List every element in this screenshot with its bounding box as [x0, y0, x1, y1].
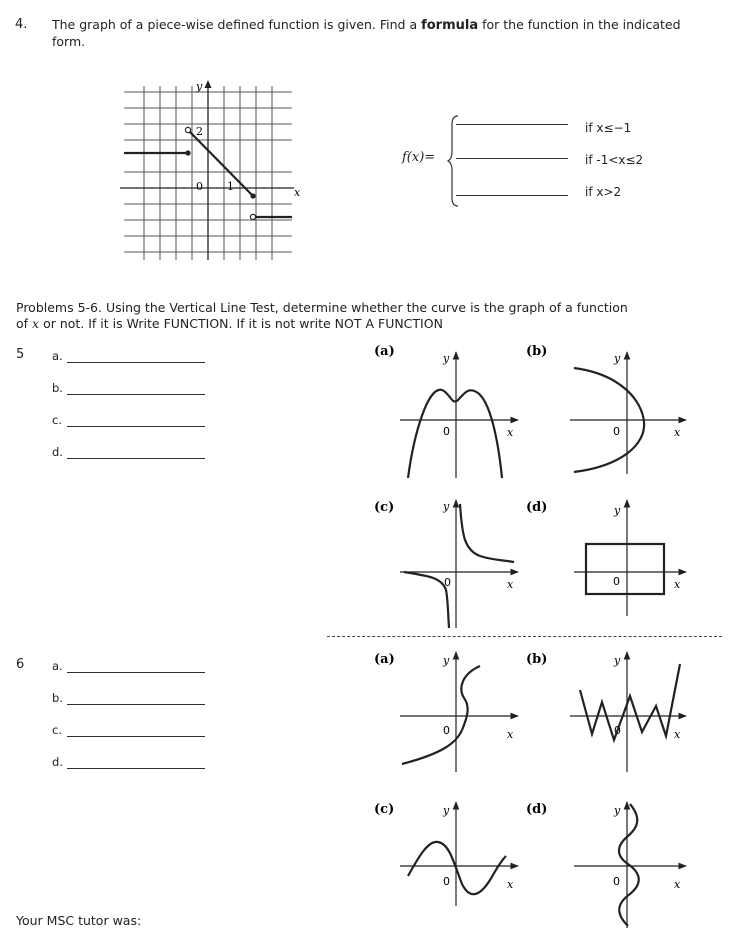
answer-blank[interactable] — [67, 725, 205, 737]
problem-5-answer-b — [52, 381, 205, 395]
answer-label: b. — [52, 381, 63, 395]
problem-5-number: 5 — [16, 347, 25, 362]
answer-blank[interactable] — [67, 447, 205, 459]
graph-label: (c) — [374, 500, 395, 515]
y-label: y — [614, 504, 621, 517]
y-label: y — [614, 654, 621, 667]
graph-5b — [526, 344, 686, 474]
origin: 0 — [614, 724, 621, 737]
graph-label: (c) — [374, 802, 395, 817]
y-arrow — [205, 80, 212, 88]
x-label: x — [674, 878, 681, 891]
tick-2-label: 2 — [196, 125, 203, 138]
x-label: x — [507, 728, 514, 741]
open-dot-bottom — [250, 214, 255, 219]
answer-label: d. — [52, 445, 63, 459]
origin: 0 — [613, 425, 620, 438]
formula-condition-3: if x>2 — [585, 185, 622, 199]
answer-label: c. — [52, 723, 62, 737]
problem-4-text-before: The graph of a piece-wise defined function is given. Find a — [52, 17, 422, 32]
curve — [408, 842, 506, 894]
y-label: y — [443, 804, 450, 817]
problem-4-text-bold: formula — [421, 18, 479, 33]
x-label: x — [674, 578, 681, 591]
graph-6c — [374, 802, 518, 906]
tutor-label: Your MSC tutor was: — [16, 913, 142, 928]
y-label: y — [443, 352, 450, 365]
curve — [408, 390, 502, 478]
formula-blank-3[interactable] — [456, 195, 568, 196]
answer-label: d. — [52, 755, 63, 769]
x-label: x — [507, 578, 514, 591]
x-axis-label: x — [294, 186, 301, 199]
problem-6-answer-d — [52, 755, 205, 769]
graph-5a — [374, 344, 518, 478]
graph-6b — [526, 652, 686, 772]
y-label: y — [443, 654, 450, 667]
closed-dot-left — [185, 150, 190, 155]
closed-dot-right — [250, 193, 255, 198]
instruction-x: x — [32, 316, 40, 331]
problem-6-answer-c — [52, 723, 205, 737]
problem-6-answer-a — [52, 659, 205, 673]
graph-label: (a) — [374, 344, 395, 359]
problem-6-graphs — [330, 644, 730, 928]
answer-label: a. — [52, 659, 63, 673]
graph-6a — [374, 652, 518, 772]
answer-label: b. — [52, 691, 63, 705]
piecewise-graph — [118, 78, 301, 263]
answer-blank[interactable] — [67, 693, 205, 705]
x-label: x — [674, 426, 681, 439]
open-dot-top — [185, 127, 190, 132]
instruction-line-2: or not. If it is Write FUNCTION. If it is not write NOT A FUNCTION — [39, 316, 443, 331]
problem-5-answer-a — [52, 349, 205, 363]
y-label: y — [614, 352, 621, 365]
problem-4-text — [52, 17, 712, 50]
answer-label: c. — [52, 413, 62, 427]
curve — [580, 664, 680, 740]
formula-brace — [446, 114, 460, 208]
curve-left — [404, 572, 449, 628]
x-label: x — [507, 878, 514, 891]
instruction-line-1: Problems 5-6. Using the Vertical Line Test, determine whether the curve is the graph of a function — [16, 300, 628, 315]
origin: 0 — [443, 875, 450, 888]
problem-5-answer-d — [52, 445, 205, 459]
formula-condition-1: if x≤−1 — [585, 121, 632, 135]
origin-label: 0 — [196, 180, 203, 193]
tick-1-label: 1 — [227, 180, 234, 193]
instruction-of: of — [16, 316, 33, 331]
graph-6d — [526, 802, 686, 928]
answer-label: a. — [52, 349, 63, 363]
graph-5d — [526, 500, 686, 616]
y-label: y — [443, 500, 450, 513]
problem-6-number: 6 — [16, 657, 25, 672]
curve — [619, 804, 639, 926]
graph-label: (d) — [526, 500, 548, 515]
origin: 0 — [613, 575, 620, 588]
formula-blank-2[interactable] — [456, 158, 568, 159]
section-divider — [327, 636, 722, 637]
origin: 0 — [443, 724, 450, 737]
answer-blank[interactable] — [67, 383, 205, 395]
problem-6-answer-b — [52, 691, 205, 705]
graph-label: (b) — [526, 652, 548, 667]
origin: 0 — [444, 576, 451, 589]
origin: 0 — [443, 425, 450, 438]
problem-4-number: 4. — [15, 17, 28, 32]
origin: 0 — [613, 875, 620, 888]
problem-5-answer-c — [52, 413, 205, 427]
problem-5-graphs — [330, 338, 730, 630]
answer-blank[interactable] — [67, 351, 205, 363]
answer-blank[interactable] — [67, 757, 205, 769]
rectangle-curve — [586, 544, 664, 594]
graph-label: (a) — [374, 652, 395, 667]
problems-5-6-instructions — [16, 300, 716, 332]
curve — [402, 666, 480, 764]
curve-right — [460, 504, 514, 562]
answer-blank[interactable] — [67, 415, 205, 427]
graph-label: (b) — [526, 344, 548, 359]
problem-4-text-after: for the function in the indicated form. — [52, 17, 681, 49]
graph-label: (d) — [526, 802, 548, 817]
formula-condition-2: if -1<x≤2 — [585, 153, 644, 167]
y-axis-label: y — [196, 80, 203, 93]
formula-lhs: f(x)= — [402, 150, 436, 165]
y-label: y — [614, 804, 621, 817]
x-label: x — [507, 426, 514, 439]
answer-blank[interactable] — [67, 661, 205, 673]
graph-5c — [374, 500, 518, 628]
formula-blank-1[interactable] — [456, 124, 568, 125]
x-label: x — [674, 728, 681, 741]
